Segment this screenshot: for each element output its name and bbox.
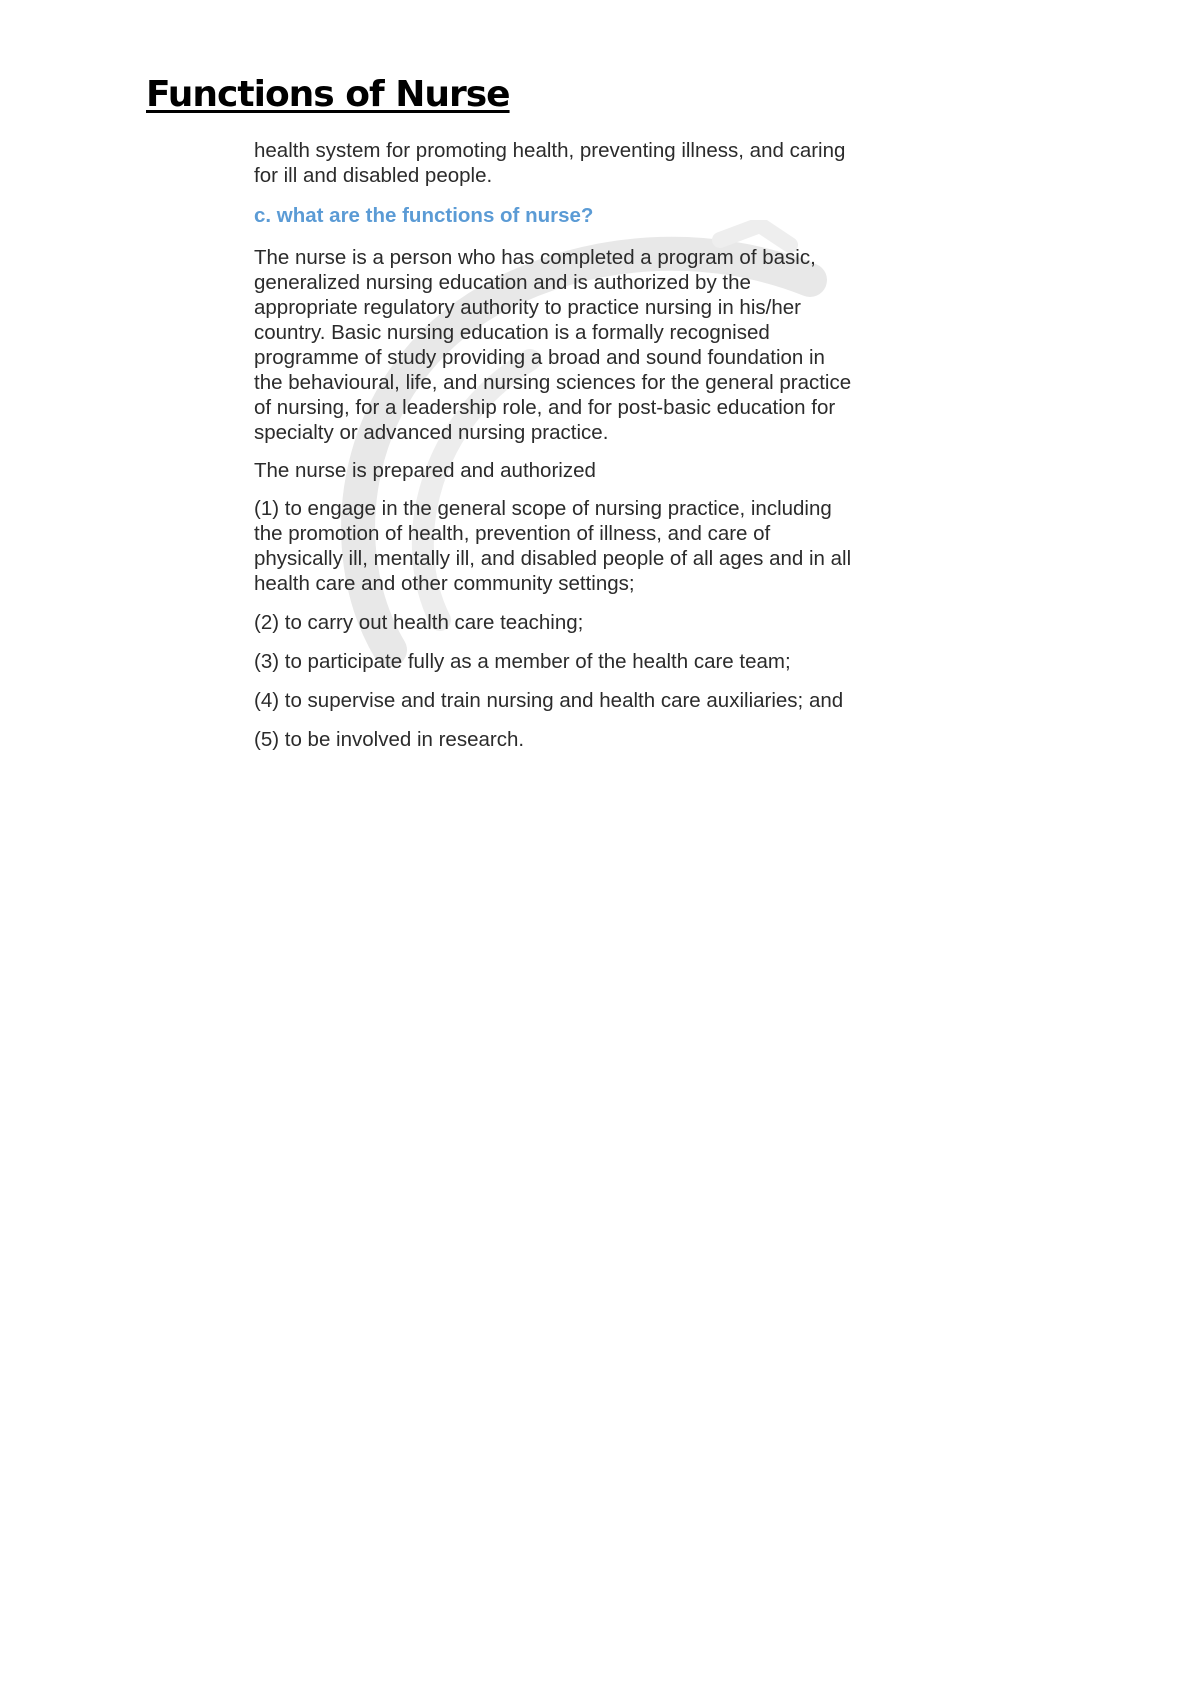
text-line: the behavioural, life, and nursing sciences for the general practice [254, 371, 852, 394]
list-item-4: (4) to supervise and train nursing and health care auxiliaries; and [254, 689, 844, 712]
text-line: The nurse is a person who has completed a program of basic, [254, 246, 816, 269]
text-line: of nursing, for a leadership role, and for post-basic education for [254, 396, 836, 419]
text-line: the promotion of health, prevention of illness, and care of [254, 522, 771, 545]
list-item-2: (2) to carry out health care teaching; [254, 611, 584, 634]
prepared-statement: The nurse is prepared and authorized [254, 459, 596, 482]
list-item-5: (5) to be involved in research. [254, 728, 525, 751]
text-line: (1) to engage in the general scope of nursing practice, including [254, 497, 832, 520]
text-line: health care and other community settings; [254, 572, 635, 595]
text-line: specialty or advanced nursing practice. [254, 421, 609, 444]
text-line: generalized nursing education and is authorized by the [254, 271, 751, 294]
definition-paragraph [254, 245, 966, 445]
list-item-1 [254, 496, 966, 596]
intro-paragraph [254, 138, 966, 188]
text-line: country. Basic nursing education is a formally recognised [254, 321, 770, 344]
text-line: for ill and disabled people. [254, 164, 493, 187]
section-subheading: c. what are the functions of nurse? [254, 204, 594, 227]
page-title: Functions of Nurse [146, 74, 510, 115]
list-item-3: (3) to participate fully as a member of the health care team; [254, 650, 791, 673]
document-excerpt [254, 138, 966, 752]
text-line: health system for promoting health, preventing illness, and caring [254, 139, 846, 162]
text-line: appropriate regulatory authority to practice nursing in his/her [254, 296, 801, 319]
text-line: programme of study providing a broad and sound foundation in [254, 346, 825, 369]
text-line: physically ill, mentally ill, and disabled people of all ages and in all [254, 547, 852, 570]
